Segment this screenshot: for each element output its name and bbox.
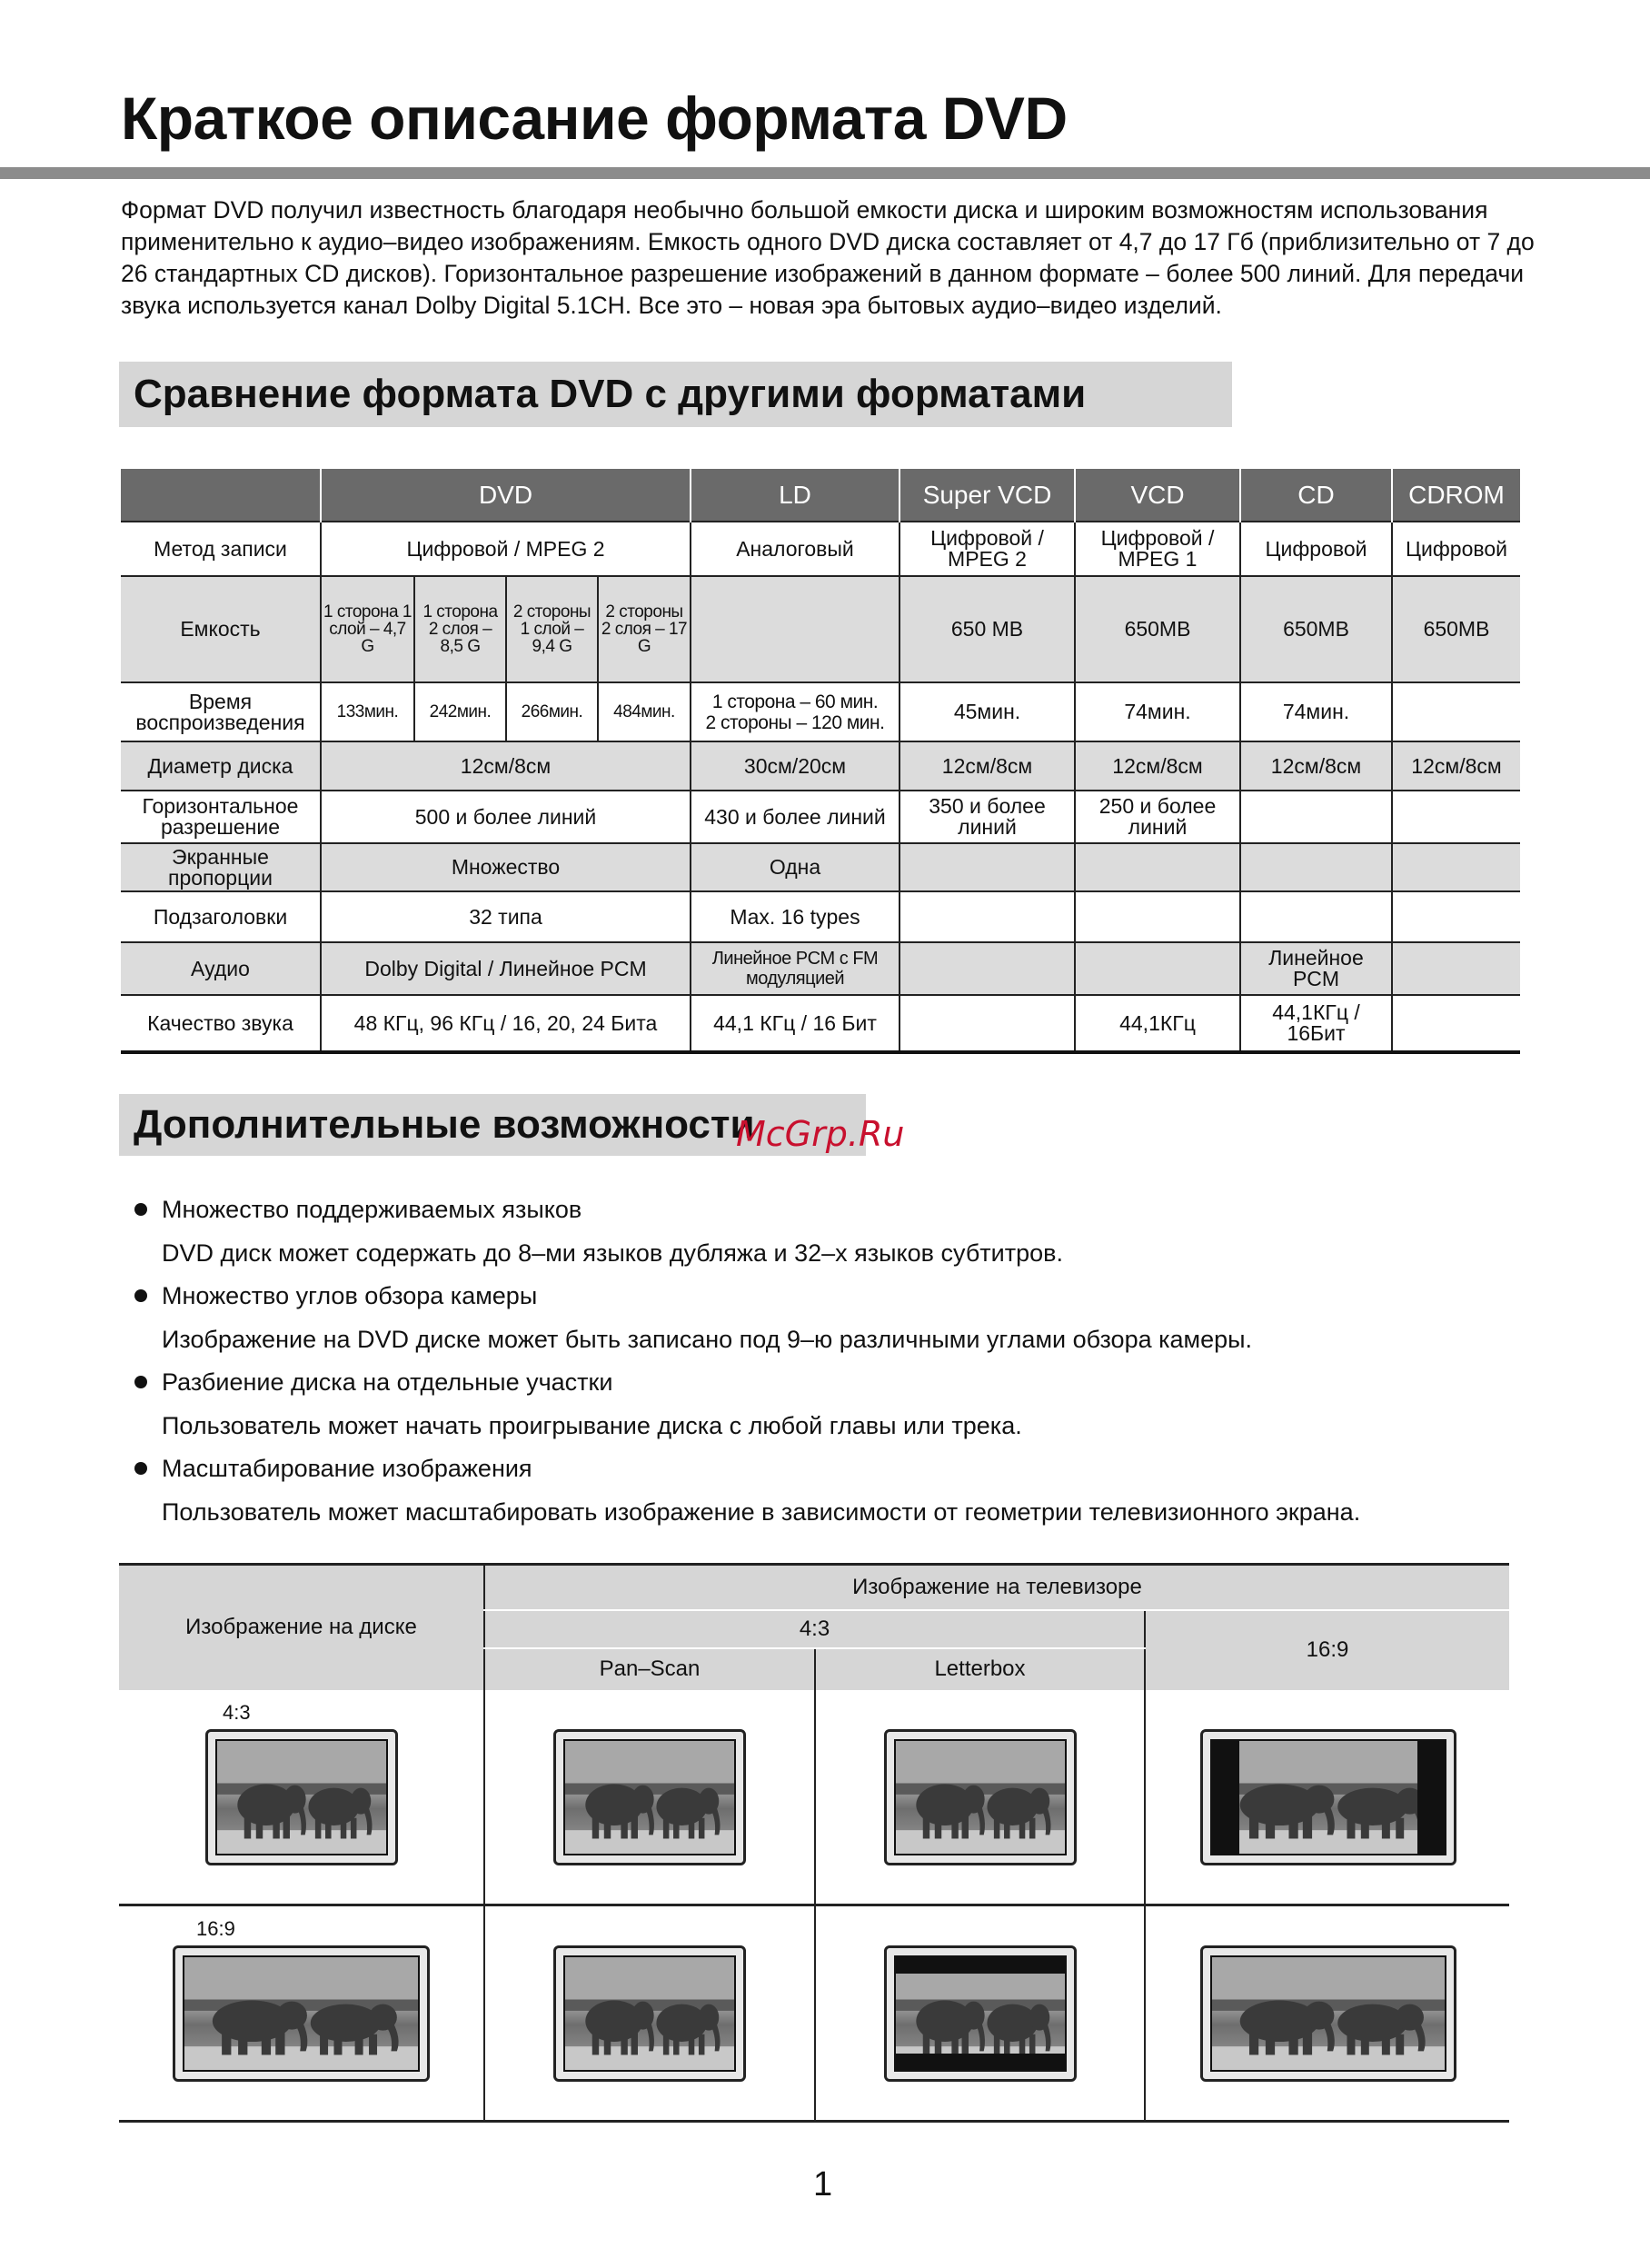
row-label: Время воспроизведения [121, 682, 321, 741]
header-empty [121, 469, 321, 522]
cell [1392, 942, 1520, 995]
feature-title: Множество углов обзора камеры [134, 1282, 537, 1310]
section-heading-comparison: Сравнение формата DVD с другими форматами [119, 362, 1232, 427]
row-label: Диаметр диска [121, 741, 321, 791]
intro-paragraph: Формат DVD получил известность благодаря необычно большой емкости диска и широким возможностям использования применительно к аудио–видео изображениям. Емкость одного DVD диска составляет от 4,7 до 17 Гб (приблизительно от 7 до 26 стандартных CD дисков). Горизонтальное разрешение изображений в данном формате – более 500 линий. Для передачи звука используется канал Dolby Digital 5.1CH. Все это – новая эра бытовых аудио–видео изделий. [121, 196, 1535, 319]
cell [1240, 843, 1392, 891]
cell: 74мин. [1240, 682, 1392, 741]
cell: 74мин. [1075, 682, 1240, 741]
cell [1240, 891, 1392, 942]
cell: 12см/8см [321, 741, 691, 791]
comparison-table [121, 469, 1520, 1054]
elephant-image [183, 1955, 420, 2072]
header-vcd: VCD [1075, 469, 1240, 522]
cell: Аналоговый [691, 522, 900, 576]
tv-image [553, 1945, 746, 2082]
header-dvd: DVD [321, 469, 691, 522]
cell [1392, 791, 1520, 843]
cell [1392, 995, 1520, 1052]
row-label: Горизонтальное разрешение [121, 791, 321, 843]
cell [900, 843, 1075, 891]
elephant-image [563, 1739, 736, 1855]
elephant-image [894, 1739, 1067, 1855]
cell [1392, 843, 1520, 891]
cell: Цифровой / MPEG 1 [1075, 522, 1240, 576]
tv-image-header: Изображение на телевизоре [484, 1565, 1509, 1610]
cell: 45мин. [900, 682, 1075, 741]
bullet-icon [134, 1203, 147, 1216]
row-label: Метод записи [121, 522, 321, 576]
cell [1240, 791, 1392, 843]
table-row [121, 682, 1520, 741]
disc-169-image [173, 1945, 430, 2082]
feature-desc: Пользователь может начать проигрывание диска с любой главы или трека. [162, 1412, 1022, 1439]
cell [1075, 942, 1240, 995]
letterbox-bar [894, 2054, 1067, 2072]
cell: 12см/8см [1240, 741, 1392, 791]
cell: Цифровой [1240, 522, 1392, 576]
cell: 430 и более линий [691, 791, 900, 843]
table-header-row [121, 469, 1520, 522]
feature-desc: Пользователь может масштабировать изображение в зависимости от геометрии телевизионного экрана. [162, 1498, 1361, 1526]
bullet-icon [134, 1462, 147, 1475]
elephant-image [563, 1955, 736, 2072]
cell [1075, 891, 1240, 942]
ld-time-line2: 2 стороны – 120 мин. [705, 711, 885, 733]
table-row [121, 995, 1520, 1052]
watermark: McGrp.Ru [736, 1114, 905, 1154]
cell: 48 КГц, 96 КГц / 16, 20, 24 Бита [321, 995, 691, 1052]
row-label: Качество звука [121, 995, 321, 1052]
row-label: Емкость [121, 576, 321, 682]
letterbox-169-cell [815, 1905, 1145, 2121]
cell: 650MB [1392, 576, 1520, 682]
cell [1075, 843, 1240, 891]
elephant-image [1210, 1955, 1446, 2072]
bullet-icon [134, 1376, 147, 1388]
tv-image [884, 1945, 1077, 2082]
header-ld: LD [691, 469, 900, 522]
table-row [121, 576, 1520, 682]
aspect-table [119, 1563, 1509, 2123]
cell: Dolby Digital / Линейное PCM [321, 942, 691, 995]
cell [691, 682, 900, 741]
row-label: Аудио [121, 942, 321, 995]
page-title: Краткое описание формата DVD [121, 85, 1068, 152]
letterbox-43-cell [815, 1690, 1145, 1905]
pan-scan-169-cell [484, 1905, 815, 2121]
cell: 266мин. [506, 682, 598, 741]
cell: 2 стороны 2 слоя – 17 G [598, 576, 691, 682]
row-ratio-label: 16:9 [196, 1916, 235, 1940]
page-number: 1 [813, 2165, 833, 2203]
cell: Цифровой / MPEG 2 [321, 522, 691, 576]
cell: Линейное PCM [1240, 942, 1392, 995]
row-ratio-label: 4:3 [223, 1700, 251, 1724]
cell: 500 и более линий [321, 791, 691, 843]
table-row [121, 522, 1520, 576]
cell: 242мин. [414, 682, 506, 741]
cell: 1 сторона 2 слоя – 8,5 G [414, 576, 506, 682]
title-rule [0, 167, 1650, 179]
bullet-icon [134, 1289, 147, 1302]
table-row [121, 891, 1520, 942]
table-row [121, 843, 1520, 891]
disc-169-cell [119, 1905, 484, 2121]
header-cdrom: CDROM [1392, 469, 1520, 522]
cell: 12см/8см [1075, 741, 1240, 791]
ratio-43-header: 4:3 [484, 1610, 1145, 1648]
cell: 650MB [1075, 576, 1240, 682]
cell: 44,1КГц / 16Бит [1240, 995, 1392, 1052]
tv-image [884, 1729, 1077, 1865]
cell: Линейное PCM с FM модуляцией [691, 942, 900, 995]
cell: 650MB [1240, 576, 1392, 682]
cell [1392, 682, 1520, 741]
wide-43-cell [1145, 1690, 1509, 1905]
cell [900, 995, 1075, 1052]
cell [900, 942, 1075, 995]
feature-title: Множество поддерживаемых языков [134, 1196, 581, 1224]
cell: 32 типа [321, 891, 691, 942]
cell: 44,1КГц [1075, 995, 1240, 1052]
feature-desc: Изображение на DVD диске может быть записано под 9–ю различными углами обзора камеры. [162, 1326, 1253, 1353]
letterbox-bar [894, 1955, 1067, 1974]
cell: 133мин. [321, 682, 414, 741]
cell: 250 и более линий [1075, 791, 1240, 843]
pan-scan-43-cell [484, 1690, 815, 1905]
cell: 650 MB [900, 576, 1075, 682]
cell: 1 сторона 1 слой – 4,7 G [321, 576, 414, 682]
pillarbox-bar [1417, 1739, 1446, 1855]
feature-desc: DVD диск может содержать до 8–ми языков дубляжа и 32–х языков субтитров. [162, 1239, 1063, 1267]
letterbox-header: Letterbox [815, 1648, 1145, 1690]
table-row [121, 741, 1520, 791]
cell: 2 стороны 1 слой – 9,4 G [506, 576, 598, 682]
disc-image-header: Изображение на диске [119, 1565, 484, 1690]
cell [1392, 891, 1520, 942]
ld-time-line1: 1 сторона – 60 мин. [711, 691, 879, 712]
cell: 44,1 КГц / 16 Бит [691, 995, 900, 1052]
cell: 484мин. [598, 682, 691, 741]
elephant-image [1210, 1739, 1446, 1855]
cell: 12см/8см [900, 741, 1075, 791]
disc-43-cell [119, 1690, 484, 1905]
header-cd: CD [1240, 469, 1392, 522]
row-label: Подзаголовки [121, 891, 321, 942]
feature-title: Масштабирование изображения [134, 1455, 532, 1483]
cell: 350 и более линий [900, 791, 1075, 843]
wide-169-cell [1145, 1905, 1509, 2121]
tv-image [1200, 1945, 1456, 2082]
section-heading-features: Дополнительные возможности [119, 1094, 866, 1156]
table-row [121, 942, 1520, 995]
cell: Цифровой / MPEG 2 [900, 522, 1075, 576]
tv-image [553, 1729, 746, 1865]
pillarbox-bar [1210, 1739, 1239, 1855]
elephant-image [215, 1739, 388, 1855]
header-svcd: Super VCD [900, 469, 1075, 522]
pan-scan-header: Pan–Scan [484, 1648, 815, 1690]
cell: Max. 16 types [691, 891, 900, 942]
cell: Одна [691, 843, 900, 891]
cell: Множество [321, 843, 691, 891]
feature-title: Разбиение диска на отдельные участки [134, 1368, 612, 1397]
cell: 12см/8см [1392, 741, 1520, 791]
cell: 30см/20см [691, 741, 900, 791]
tv-image [1200, 1729, 1456, 1865]
cell [691, 576, 900, 682]
cell [900, 891, 1075, 942]
cell: Цифровой [1392, 522, 1520, 576]
disc-43-image [205, 1729, 398, 1865]
row-label: Экранные пропорции [121, 843, 321, 891]
ratio-169-header: 16:9 [1145, 1610, 1509, 1690]
table-row [121, 791, 1520, 843]
